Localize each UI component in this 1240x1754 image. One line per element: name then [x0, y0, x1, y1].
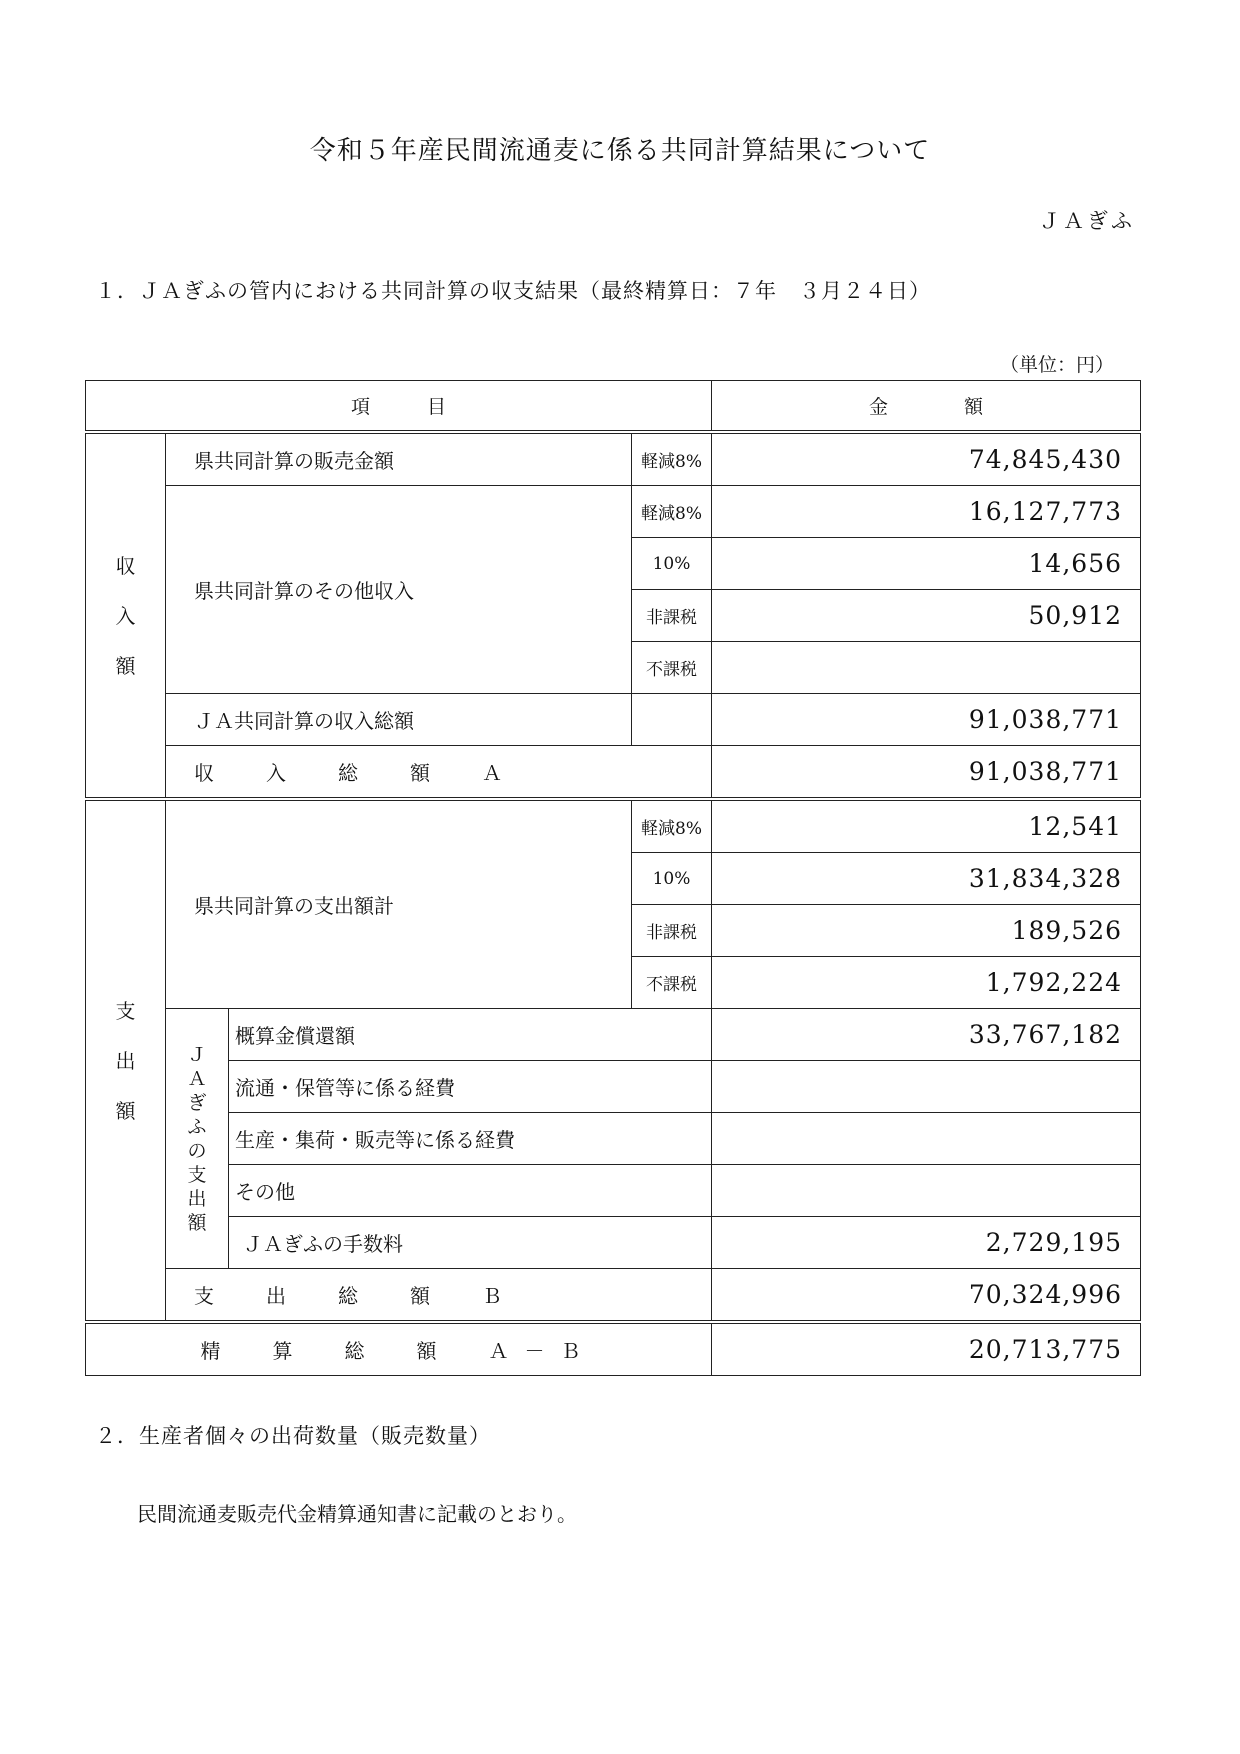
amount-cell: 91,038,771 [712, 694, 1141, 746]
ja-income-total-label: ＪＡ共同計算の収入総額 [166, 694, 632, 746]
amount-cell [712, 1061, 1141, 1113]
ja-expense-item-label: 生産・集荷・販売等に係る経費 [229, 1113, 712, 1165]
amount-cell: 20,713,775 [712, 1322, 1141, 1376]
unit-label: （単位：円） [1000, 354, 1115, 376]
amount-cell [712, 642, 1141, 694]
income-other-label: 県共同計算のその他収入 [166, 486, 632, 694]
page-title: 令和５年産民間流通麦に係る共同計算結果について [309, 136, 931, 166]
ja-expense-item-label: ＪＡぎふの手数料 [229, 1217, 712, 1269]
settlement-total-label: 精 算 総 額 Ａ－Ｂ [86, 1322, 712, 1376]
ja-expense-group-label: Ｊ Ａ ぎ ふ の 支 出 額 [166, 1009, 229, 1269]
tax-category: 不課税 [632, 642, 712, 694]
table-row [86, 486, 1141, 538]
amount-cell: 70,324,996 [712, 1269, 1141, 1323]
amount-cell: 74,845,430 [712, 432, 1141, 486]
expense-pref-label: 県共同計算の支出額計 [166, 799, 632, 1009]
table-row [86, 1322, 1141, 1376]
amount-cell: 14,656 [712, 538, 1141, 590]
table-row [86, 1269, 1141, 1323]
settlement-table [85, 380, 1141, 1376]
amount-cell: 1,792,224 [712, 957, 1141, 1009]
section-2-heading: ２．生産者個々の出荷数量（販売数量） [95, 1424, 491, 1448]
header-item: 項 目 [86, 381, 712, 433]
amount-cell: 91,038,771 [712, 746, 1141, 800]
tax-category: 軽減8% [632, 799, 712, 853]
tax-category: 非課税 [632, 905, 712, 957]
tax-category: 非課税 [632, 590, 712, 642]
amount-cell: 189,526 [712, 905, 1141, 957]
amount-cell [712, 1165, 1141, 1217]
expense-total-label: 支 出 総 額 Ｂ [166, 1269, 712, 1323]
section-1-heading: １．ＪＡぎふの管内における共同計算の収支結果（最終精算日：７年 ３月２４日） [95, 279, 931, 303]
table-row [86, 1217, 1141, 1269]
table-row [86, 432, 1141, 486]
section-2-note: 民間流通麦販売代金精算通知書に記載のとおり。 [137, 1502, 577, 1526]
income-sales-label: 県共同計算の販売金額 [166, 432, 632, 486]
table-row [86, 1113, 1141, 1165]
amount-cell [712, 1113, 1141, 1165]
amount-cell: 33,767,182 [712, 1009, 1141, 1061]
ja-expense-item-label: その他 [229, 1165, 712, 1217]
table-row [86, 1061, 1141, 1113]
tax-category: 10% [632, 853, 712, 905]
tax-category: 不課税 [632, 957, 712, 1009]
table-header-row [86, 381, 1141, 433]
table-row [86, 1165, 1141, 1217]
ja-expense-item-label: 流通・保管等に係る経費 [229, 1061, 712, 1113]
table-row [86, 746, 1141, 800]
amount-cell: 50,912 [712, 590, 1141, 642]
income-group-label: 収 入 額 [86, 432, 166, 799]
income-total-label: 収 入 総 額 Ａ [166, 746, 712, 800]
amount-cell: 16,127,773 [712, 486, 1141, 538]
table-row [86, 1009, 1141, 1061]
tax-category: 軽減8% [632, 432, 712, 486]
empty-cell [632, 694, 712, 746]
tax-category: 10% [632, 538, 712, 590]
amount-cell: 2,729,195 [712, 1217, 1141, 1269]
header-amount: 金 額 [712, 381, 1141, 433]
ja-expense-item-label: 概算金償還額 [229, 1009, 712, 1061]
table-row [86, 694, 1141, 746]
organization-name: ＪＡぎふ [1039, 209, 1135, 233]
expense-group-label: 支 出 額 [86, 799, 166, 1322]
tax-category: 軽減8% [632, 486, 712, 538]
amount-cell: 31,834,328 [712, 853, 1141, 905]
amount-cell: 12,541 [712, 799, 1141, 853]
table-row [86, 799, 1141, 853]
